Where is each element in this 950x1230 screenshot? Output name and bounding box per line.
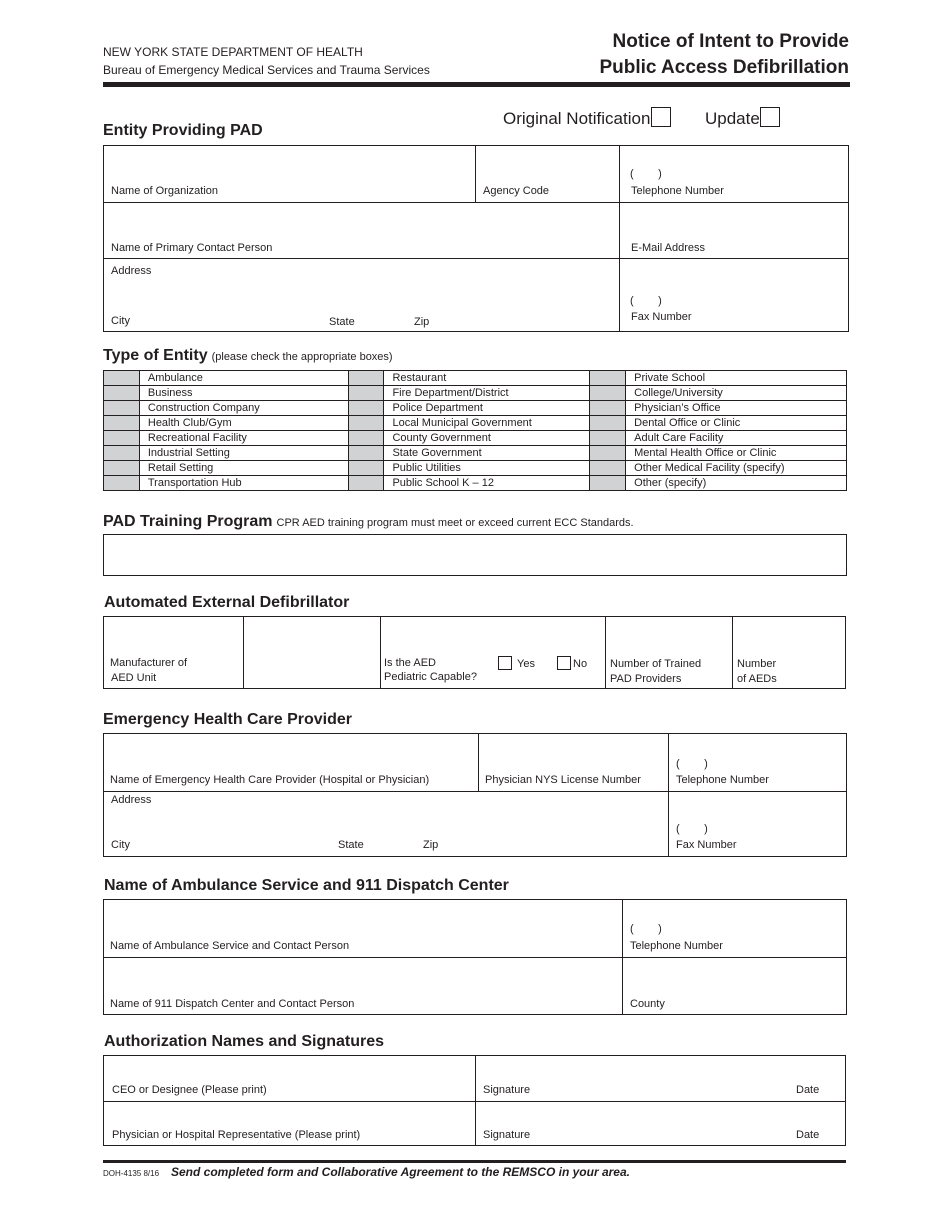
entity-type-table: [103, 370, 847, 491]
entity-type-label: Retail Setting: [139, 461, 348, 476]
entity-type-checkbox[interactable]: [590, 386, 626, 401]
entity-fax-area-code: ( ): [630, 295, 662, 307]
ehcp-telephone-label: Telephone Number: [676, 774, 769, 786]
entity-address-field[interactable]: [104, 259, 618, 331]
entity-type-label: Other Medical Facility (specify): [626, 461, 847, 476]
entity-type-checkbox[interactable]: [104, 446, 140, 461]
entity-type-label: Business: [139, 386, 348, 401]
dispatch-center-label: Name of 911 Dispatch Center and Contact Person: [110, 998, 355, 1010]
ceo-signature-label: Signature: [483, 1084, 531, 1096]
original-notification-checkbox[interactable]: [651, 107, 671, 127]
entity-type-checkbox[interactable]: [348, 446, 384, 461]
entity-type-row: [104, 446, 847, 461]
entity-type-label: Public School K – 12: [384, 476, 590, 491]
form-title-line2: Public Access Defibrillation: [599, 57, 849, 78]
original-notification-label: Original Notification: [503, 109, 651, 128]
ambulance-service-label: Name of Ambulance Service and Contact Person: [110, 940, 350, 952]
form-title-line1: Notice of Intent to Provide: [612, 31, 849, 52]
entity-type-checkbox[interactable]: [104, 461, 140, 476]
entity-type-label: Industrial Setting: [139, 446, 348, 461]
aed-heading: Automated External Defibrillator: [104, 594, 350, 611]
entity-type-row: [104, 416, 847, 431]
entity-type-checkbox[interactable]: [104, 416, 140, 431]
ehcp-heading: Emergency Health Care Provider: [103, 711, 352, 728]
entity-type-label: Ambulance: [139, 371, 348, 386]
entity-type-label: Other (specify): [626, 476, 847, 491]
number-of-aeds-label-line1: Number: [737, 658, 777, 670]
physician-signature-field[interactable]: [476, 1102, 845, 1145]
entity-zip-label: Zip: [414, 316, 430, 328]
entity-type-checkbox[interactable]: [348, 431, 384, 446]
entity-type-heading: [103, 347, 393, 365]
pediatric-yes-label: Yes: [517, 658, 535, 670]
manufacturer-label-line1: Manufacturer of: [110, 657, 188, 669]
entity-type-note: (please check the appropriate boxes): [211, 351, 393, 363]
entity-type-label: Health Club/Gym: [139, 416, 348, 431]
entity-type-checkbox[interactable]: [104, 371, 140, 386]
bureau-name: Bureau of Emergency Medical Services and Trauma Services: [103, 63, 430, 77]
entity-type-checkbox[interactable]: [348, 386, 384, 401]
entity-type-label: Fire Department/District: [384, 386, 590, 401]
entity-type-label: Transportation Hub: [139, 476, 348, 491]
entity-city-label: City: [111, 315, 130, 327]
entity-type-row: [104, 461, 847, 476]
trained-providers-label-line1: Number of Trained: [610, 658, 702, 670]
form-id: DOH-4135 8/16: [103, 1169, 160, 1178]
training-title: PAD Training Program: [103, 513, 273, 530]
entity-type-checkbox[interactable]: [590, 371, 626, 386]
entity-type-checkbox[interactable]: [348, 476, 384, 491]
physician-name-label: Physician or Hospital Representative (Please print): [112, 1129, 361, 1141]
entity-type-label: Private School: [626, 371, 847, 386]
entity-heading: Entity Providing PAD: [103, 122, 263, 139]
organization-name-label: Name of Organization: [111, 185, 218, 197]
primary-contact-label: Name of Primary Contact Person: [111, 242, 273, 254]
ehcp-fax-area-code: ( ): [676, 823, 708, 835]
entity-type-label: Recreational Facility: [139, 431, 348, 446]
ambulance-heading: Name of Ambulance Service and 911 Dispatch Center: [104, 877, 509, 894]
training-heading: [103, 513, 634, 531]
entity-type-checkbox[interactable]: [590, 416, 626, 431]
pediatric-label-line2: Pediatric Capable?: [384, 671, 477, 683]
entity-fax-label: Fax Number: [631, 311, 692, 323]
pediatric-label-line1: Is the AED: [384, 657, 436, 669]
entity-type-checkbox[interactable]: [104, 386, 140, 401]
entity-telephone-label: Telephone Number: [631, 185, 724, 197]
training-program-field[interactable]: [103, 534, 847, 576]
agency-code-label: Agency Code: [483, 185, 550, 197]
entity-type-checkbox[interactable]: [590, 476, 626, 491]
pediatric-yes-checkbox[interactable]: [498, 656, 512, 670]
entity-type-checkbox[interactable]: [348, 416, 384, 431]
entity-type-label: Construction Company: [139, 401, 348, 416]
entity-type-label: Adult Care Facility: [626, 431, 847, 446]
entity-type-label: Physician’s Office: [626, 401, 847, 416]
ehcp-city-label: City: [111, 839, 130, 851]
entity-type-label: Police Department: [384, 401, 590, 416]
update-label: Update: [705, 109, 760, 128]
email-label: E-Mail Address: [631, 242, 705, 254]
ehcp-address-field[interactable]: [104, 792, 667, 856]
footer-instruction: Send completed form and Collaborative Agreement to the REMSCO in your area.: [171, 1165, 630, 1179]
ceo-name-label: CEO or Designee (Please print): [112, 1084, 267, 1096]
manufacturer-label-line2: AED Unit: [111, 672, 157, 684]
ehcp-address-label: Address: [111, 794, 152, 806]
entity-type-label: Dental Office or Clinic: [626, 416, 847, 431]
ehcp-state-label: State: [338, 839, 364, 851]
training-note: CPR AED training program must meet or exceed current ECC Standards.: [276, 517, 634, 529]
entity-type-label: County Government: [384, 431, 590, 446]
entity-type-checkbox[interactable]: [348, 371, 384, 386]
entity-type-checkbox[interactable]: [104, 401, 140, 416]
ehcp-area-code: ( ): [676, 758, 708, 770]
pediatric-no-label: No: [573, 658, 588, 670]
ambulance-area-code: ( ): [630, 923, 662, 935]
entity-type-checkbox[interactable]: [104, 476, 140, 491]
department-name: NEW YORK STATE DEPARTMENT OF HEALTH: [103, 45, 363, 59]
entity-type-checkbox[interactable]: [590, 431, 626, 446]
footer-rule: [103, 1160, 846, 1163]
header-rule: [103, 82, 850, 87]
trained-providers-label-line2: PAD Providers: [610, 673, 682, 685]
entity-type-checkbox[interactable]: [590, 401, 626, 416]
entity-type-checkbox[interactable]: [104, 431, 140, 446]
entity-type-row: [104, 371, 847, 386]
authorization-heading: Authorization Names and Signatures: [104, 1033, 385, 1050]
ambulance-telephone-label: Telephone Number: [630, 940, 723, 952]
entity-address-label: Address: [111, 265, 152, 277]
entity-type-row: [104, 476, 847, 491]
entity-type-label: State Government: [384, 446, 590, 461]
license-number-label: Physician NYS License Number: [485, 774, 641, 786]
ceo-signature-field[interactable]: [476, 1056, 845, 1100]
provider-name-label: Name of Emergency Health Care Provider (Hospital or Physician): [110, 774, 430, 786]
ehcp-zip-label: Zip: [423, 839, 439, 851]
entity-type-checkbox[interactable]: [590, 461, 626, 476]
entity-type-checkbox[interactable]: [348, 461, 384, 476]
entity-type-row: [104, 401, 847, 416]
form-title: [599, 29, 849, 81]
ceo-date-label: Date: [796, 1084, 820, 1096]
entity-type-label: College/University: [626, 386, 847, 401]
county-label: County: [630, 998, 665, 1010]
update-checkbox[interactable]: [760, 107, 780, 127]
entity-state-label: State: [329, 316, 355, 328]
entity-type-checkbox[interactable]: [348, 401, 384, 416]
physician-signature-label: Signature: [483, 1129, 531, 1141]
entity-type-row: [104, 431, 847, 446]
entity-type-checkbox[interactable]: [590, 446, 626, 461]
entity-type-label: Restaurant: [384, 371, 590, 386]
entity-type-label: Public Utilities: [384, 461, 590, 476]
manufacturer-field[interactable]: [244, 617, 379, 688]
physician-date-label: Date: [796, 1129, 820, 1141]
entity-type-label: Local Municipal Government: [384, 416, 590, 431]
entity-type-row: [104, 386, 847, 401]
entity-type-label: Mental Health Office or Clinic: [626, 446, 847, 461]
pediatric-no-checkbox[interactable]: [557, 656, 571, 670]
entity-type-title: Type of Entity: [103, 347, 208, 364]
number-of-aeds-label-line2: of AEDs: [737, 673, 777, 685]
ehcp-fax-label: Fax Number: [676, 839, 737, 851]
entity-area-code: ( ): [630, 168, 662, 180]
